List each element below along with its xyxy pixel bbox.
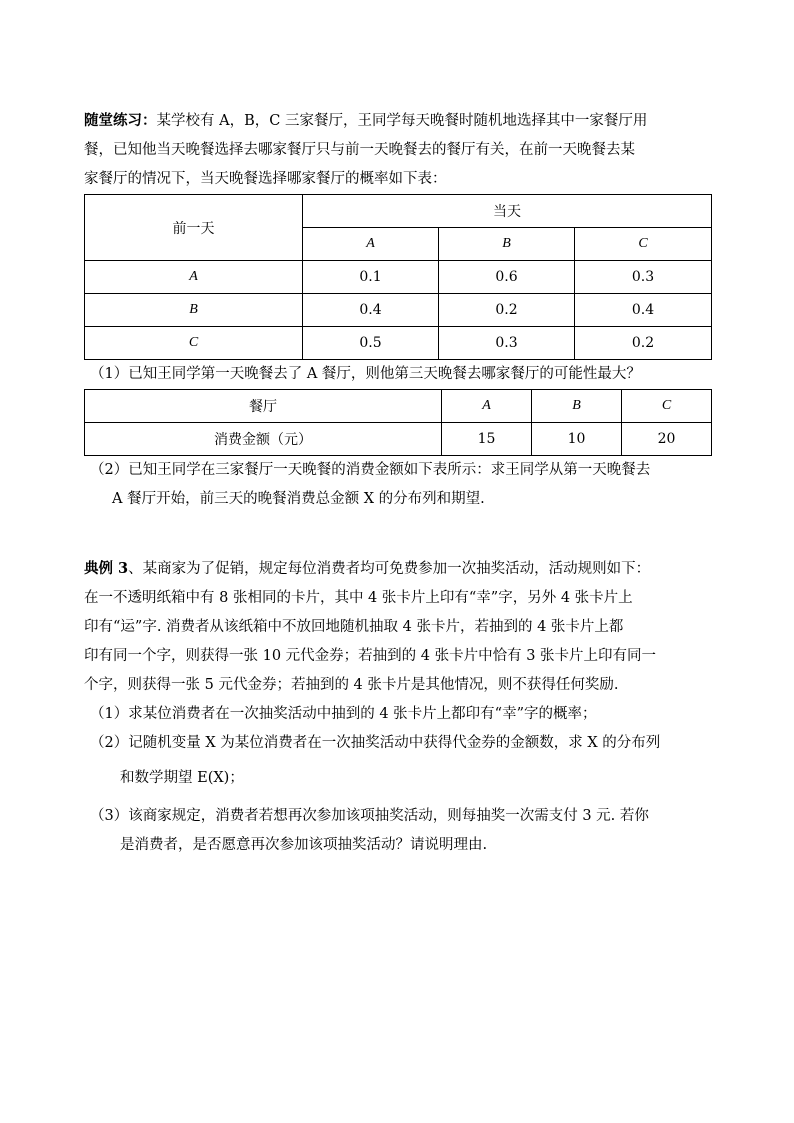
table-cell: 15 bbox=[442, 423, 532, 456]
table-cell: 10 bbox=[532, 423, 622, 456]
example-line-5: 个字，则获得一张 5 元代金券；若抽到的 4 张卡片是其他情况，则不获得任何奖励. bbox=[84, 677, 619, 693]
exercise-intro-line-3: 家餐厅的情况下，当天晚餐选择哪家餐厅的概率如下表： bbox=[84, 171, 447, 187]
col-header-b: B bbox=[439, 228, 575, 261]
table-cell: 0.2 bbox=[439, 294, 575, 327]
example-title: 典例 3 bbox=[84, 560, 129, 577]
table-row bbox=[85, 327, 712, 360]
amount-label: 消费金额（元） bbox=[85, 423, 442, 456]
table-cell: 0.3 bbox=[439, 327, 575, 360]
table-cell: 0.2 bbox=[575, 327, 712, 360]
col-header-c: C bbox=[575, 228, 712, 261]
table-cell: 0.6 bbox=[439, 261, 575, 294]
document-page bbox=[84, 106, 714, 860]
row-header-cell: 前一天 bbox=[85, 195, 303, 261]
question-1: （1）已知王同学第一天晚餐去了 A 餐厅，则他第三天晚餐去哪家餐厅的可能性最大？ bbox=[90, 366, 641, 382]
table-cell: 0.4 bbox=[303, 294, 439, 327]
example-sub-question-2-line-1: （2）记随机变量 X 为某位消费者在一次抽奖活动中获得代金券的金额数，求 X 的分布列 bbox=[90, 735, 661, 751]
row-label: A bbox=[85, 261, 303, 294]
question-2-line-2: A 餐厅开始，前三天的晚餐消费总金额 X 的分布列和期望. bbox=[112, 491, 485, 507]
section-spacer bbox=[84, 514, 714, 554]
table-row bbox=[85, 423, 712, 456]
col-header-a: A bbox=[303, 228, 439, 261]
probability-table bbox=[84, 194, 712, 360]
table-row bbox=[85, 261, 712, 294]
col-header-a: A bbox=[442, 390, 532, 423]
example-sub-question-2-line-2: 和数学期望 E(X)； bbox=[120, 770, 244, 786]
exercise-intro-line-1: 随堂练习：某学校有 A，B，C 三家餐厅，王同学每天晚餐时随机地选择其中一家餐厅用 bbox=[84, 112, 648, 129]
example-line-2: 在一不透明纸箱中有 8 张相同的卡片，其中 4 张卡片上印有“幸”字，另外 4 张卡片上 bbox=[84, 590, 633, 606]
table-cell: 0.5 bbox=[303, 327, 439, 360]
col-header-b: B bbox=[532, 390, 622, 423]
example-line-3: 印有“运”字. 消费者从该纸箱中不放回地随机抽取 4 张卡片，若抽到的 4 张卡片上都 bbox=[84, 619, 624, 635]
table-cell: 0.3 bbox=[575, 261, 712, 294]
table-cell: 20 bbox=[622, 423, 712, 456]
question-2-line-1: （2）已知王同学在三家餐厅一天晚餐的消费金额如下表所示：求王同学从第一天晚餐去 bbox=[90, 462, 651, 478]
row-label: C bbox=[85, 327, 303, 360]
exercise-intro-line-2: 餐，已知他当天晚餐选择去哪家餐厅只与前一天晚餐去的餐厅有关，在前一天晚餐去某 bbox=[84, 142, 635, 158]
example-line-4: 印有同一个字，则获得一张 10 元代金券；若抽到的 4 张卡片中恰有 3 张卡片上印有同一 bbox=[84, 648, 657, 664]
example-sub-question-1: （1）求某位消费者在一次抽奖活动中抽到的 4 张卡片上都印有“幸”字的概率； bbox=[90, 706, 597, 722]
col-group-header: 当天 bbox=[303, 195, 712, 228]
example-sub-question-3-line-2: 是消费者，是否愿意再次参加该项抽奖活动？请说明理由. bbox=[120, 837, 488, 853]
table-cell: 0.4 bbox=[575, 294, 712, 327]
table-row bbox=[85, 294, 712, 327]
row-label: B bbox=[85, 294, 303, 327]
col-header-c: C bbox=[622, 390, 712, 423]
example-sub-question-3-line-1: （3）该商家规定，消费者若想再次参加该项抽奖活动，则每抽奖一次需支付 3 元. 若你 bbox=[90, 808, 649, 824]
exercise-title: 随堂练习： bbox=[84, 112, 157, 129]
restaurant-header: 餐厅 bbox=[85, 390, 442, 423]
example-line-1: 典例 3、某商家为了促销，规定每位消费者均可免费参加一次抽奖活动，活动规则如下： bbox=[84, 560, 651, 577]
spending-table bbox=[84, 389, 712, 456]
table-cell: 0.1 bbox=[303, 261, 439, 294]
table-row bbox=[85, 390, 712, 423]
table-row bbox=[85, 195, 712, 228]
